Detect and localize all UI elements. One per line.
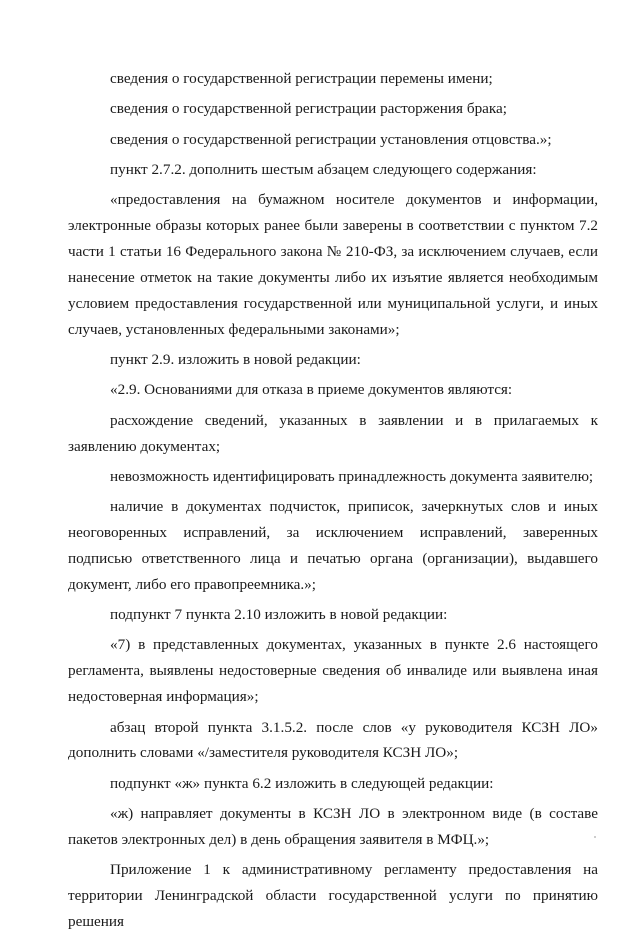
paragraph-identification: невозможность идентифицировать принадлежность документа заявителю;: [110, 467, 594, 485]
paragraph-corrections: наличие в документах подчисток, приписок, зачеркнутых слов и иных неоговоренных исправлений, за исключением исправлений, заверенных подписью ответственного лица и печатью органа (организации), выдавшего документ, либо его правопреемника.»;: [68, 498, 598, 593]
paragraph-subitem-zh: подпункт «ж» пункта 6.2 изложить в следующей редакции:: [110, 774, 494, 792]
paragraph-paper-documents: «предоставления на бумажном носителе документов и информации, электронные образы которых ранее были заверены в соответствии с пунктом 7.2 части 1 статьи 16 Федерального закона № 210-ФЗ, за исключением случаев, если нанесение отметок на такие документы либо их изъятие является необходимым условием предоставления государственной или муниципальной услуги, и иных случаев, установленных федеральными законами»;: [68, 191, 598, 338]
scan-speck: [594, 836, 596, 838]
paragraph-appendix-1: Приложение 1 к административному регламенту предоставления на территории Ленинградской области государственной услуги по принятию решения: [68, 861, 598, 931]
paragraph-discrepancy: расхождение сведений, указанных в заявлении и в прилагаемых к заявлению документах;: [68, 411, 598, 455]
paragraph-item-2-9: пункт 2.9. изложить в новой редакции:: [110, 351, 361, 369]
paragraph-unreliable-info: «7) в представленных документах, указанных в пункте 2.6 настоящего регламента, выявлены недостоверные сведения об инвалиде или выявлена иная недостоверная информация»;: [68, 636, 598, 706]
paragraph-mfc-transfer: «ж) направляет документы в КСЗН ЛО в электронном виде (в составе пакетов электронных дел) в день обращения заявителя в МФЦ.»;: [68, 805, 598, 848]
paragraph-item-2-7-2: пункт 2.7.2. дополнить шестым абзацем следующего содержания:: [110, 160, 537, 178]
paragraph-paternity: сведения о государственной регистрации установления отцовства.»;: [110, 130, 552, 148]
paragraph-name-change: сведения о государственной регистрации перемены имени;: [110, 70, 493, 87]
paragraph-refusal-grounds: «2.9. Основаниями для отказа в приеме документов являются:: [110, 381, 513, 399]
paragraph-item-3-1-5-2: абзац второй пункта 3.1.5.2. после слов «у руководителя КСЗН ЛО» дополнить словами «/заместителя руководителя КСЗН ЛО»;: [68, 718, 598, 762]
document-body: [68, 66, 598, 939]
paragraph-subitem-7: подпункт 7 пункта 2.10 изложить в новой редакции:: [110, 606, 448, 624]
paragraph-divorce: сведения о государственной регистрации расторжения брака;: [110, 100, 508, 118]
